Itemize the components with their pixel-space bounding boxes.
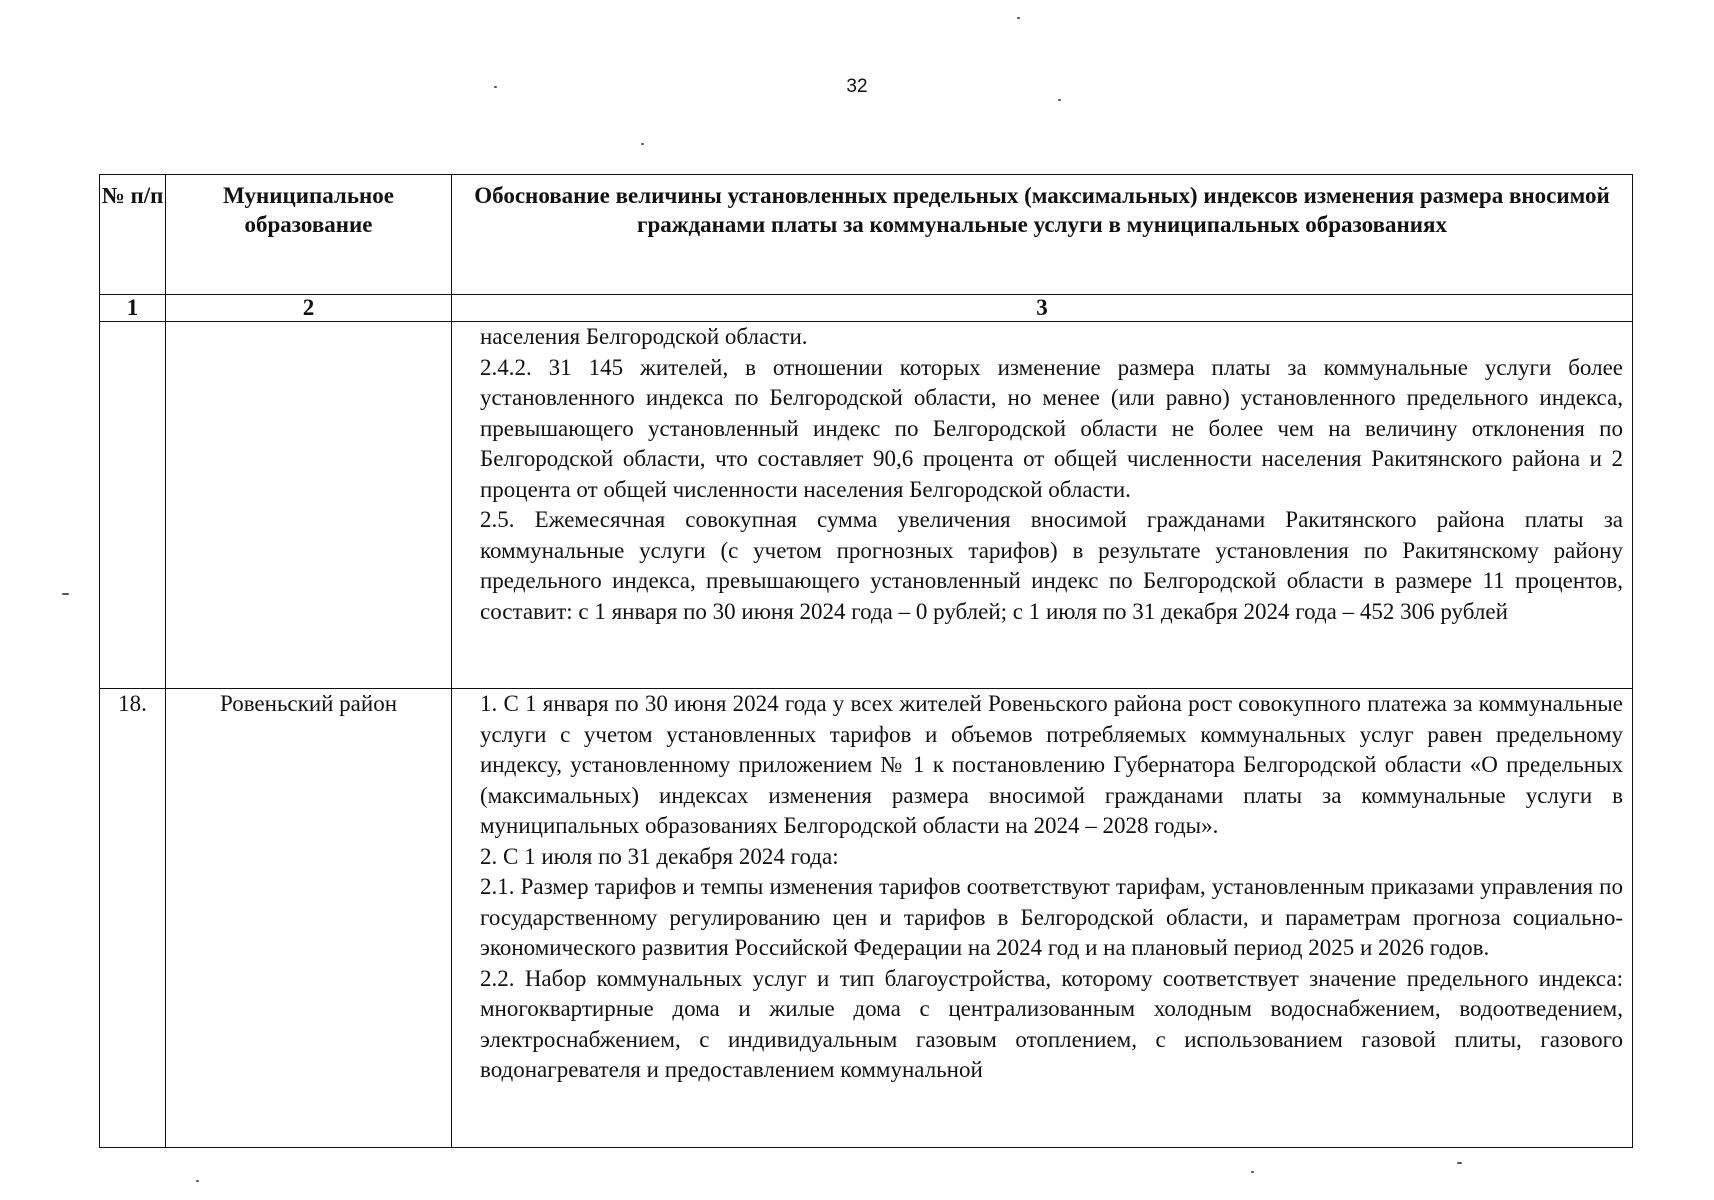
header-num: № п/п <box>100 175 166 295</box>
row-number <box>100 322 166 689</box>
scan-speck <box>1017 17 1020 19</box>
row-municipality <box>166 322 452 689</box>
page-number: 32 <box>846 76 868 97</box>
row-justification <box>452 689 1633 1148</box>
table-row <box>100 322 1633 689</box>
scan-speck <box>1058 99 1061 101</box>
paragraph: 2.2. Набор коммунальных услуг и тип благоустройства, которому соответствует значение предельного индекса: многоквартирные дома и жилые дома с централизованным холодным водоснабжением, водоотведением, электроснабжением, с индивидуальным газовым отоплением, с использованием газовой плиты, газового водонагревателя и предоставлением коммунальной <box>480 965 1623 1082</box>
table-header-row <box>100 175 1633 295</box>
table-row <box>100 689 1633 1148</box>
scan-speck <box>641 143 644 145</box>
scan-speck <box>494 86 497 88</box>
column-number-3: 3 <box>452 295 1633 322</box>
column-number-2: 2 <box>166 295 452 322</box>
paragraph: населения Белгородской области. <box>480 324 808 349</box>
scan-speck <box>62 593 69 595</box>
column-number-1: 1 <box>100 295 166 322</box>
header-justification: Обоснование величины установленных предельных (максимальных) индексов изменения размера вносимой гражданами платы за коммунальные услуги в муниципальных образованиях <box>452 175 1633 295</box>
paragraph: 2.5. Ежемесячная совокупная сумма увеличения вносимой гражданами Ракитянского района платы за коммунальные услуги (с учетом прогнозных тарифов) в результате установления по Ракитянскому району предельного индекса, превышающего установленный индекс по Белгородской области в размере 11 процентов, составит: с 1 января по 30 июня 2024 года – 0 рублей; с 1 июля по 31 декабря 2024 года – 452 306 рублей <box>480 507 1623 624</box>
column-number-row <box>100 295 1633 322</box>
scan-speck <box>196 1180 199 1182</box>
paragraph: 2.1. Размер тарифов и темпы изменения тарифов соответствуют тарифам, установленным приказами управления по государственному регулированию цен и тарифов в Белгородской области, и параметрам прогноза социально-экономического развития Российской Федерации на 2024 год и на плановый период 2025 и 2026 годов. <box>480 874 1623 960</box>
header-municipality: Муниципальное образование <box>166 175 452 295</box>
scan-speck <box>1457 1162 1462 1164</box>
row-justification <box>452 322 1633 689</box>
paragraph: 2.4.2. 31 145 жителей, в отношении которых изменение размера платы за коммунальные услуги более установленного индекса по Белгородской области, но менее (или равно) установленного предельного индекса, превышающего установленный индекс по Белгородской области не более чем на величину отклонения по Белгородской области, что составляет 90,6 процента от общей численности населения Ракитянского района и 2 процента от общей численности населения Белгородской области. <box>480 354 1623 502</box>
row-municipality: Ровеньский район <box>166 689 452 1148</box>
scan-speck <box>1251 1171 1254 1173</box>
paragraph: 1. С 1 января по 30 июня 2024 года у всех жителей Ровеньского района рост совокупного платежа за коммунальные услуги с учетом установленных тарифов и объемов потребляемых коммунальных услуг равен предельному индексу, установленному приложением № 1 к постановлению Губернатора Белгородской области «О предельных (максимальных) индексах изменения размера вносимой гражданами платы за коммунальные услуги в муниципальных образованиях Белгородской области на 2024 – 2028 годы». <box>480 691 1623 838</box>
row-number: 18. <box>100 689 166 1148</box>
justification-table <box>99 174 1633 1148</box>
paragraph: 2. С 1 июля по 31 декабря 2024 года: <box>480 843 839 869</box>
